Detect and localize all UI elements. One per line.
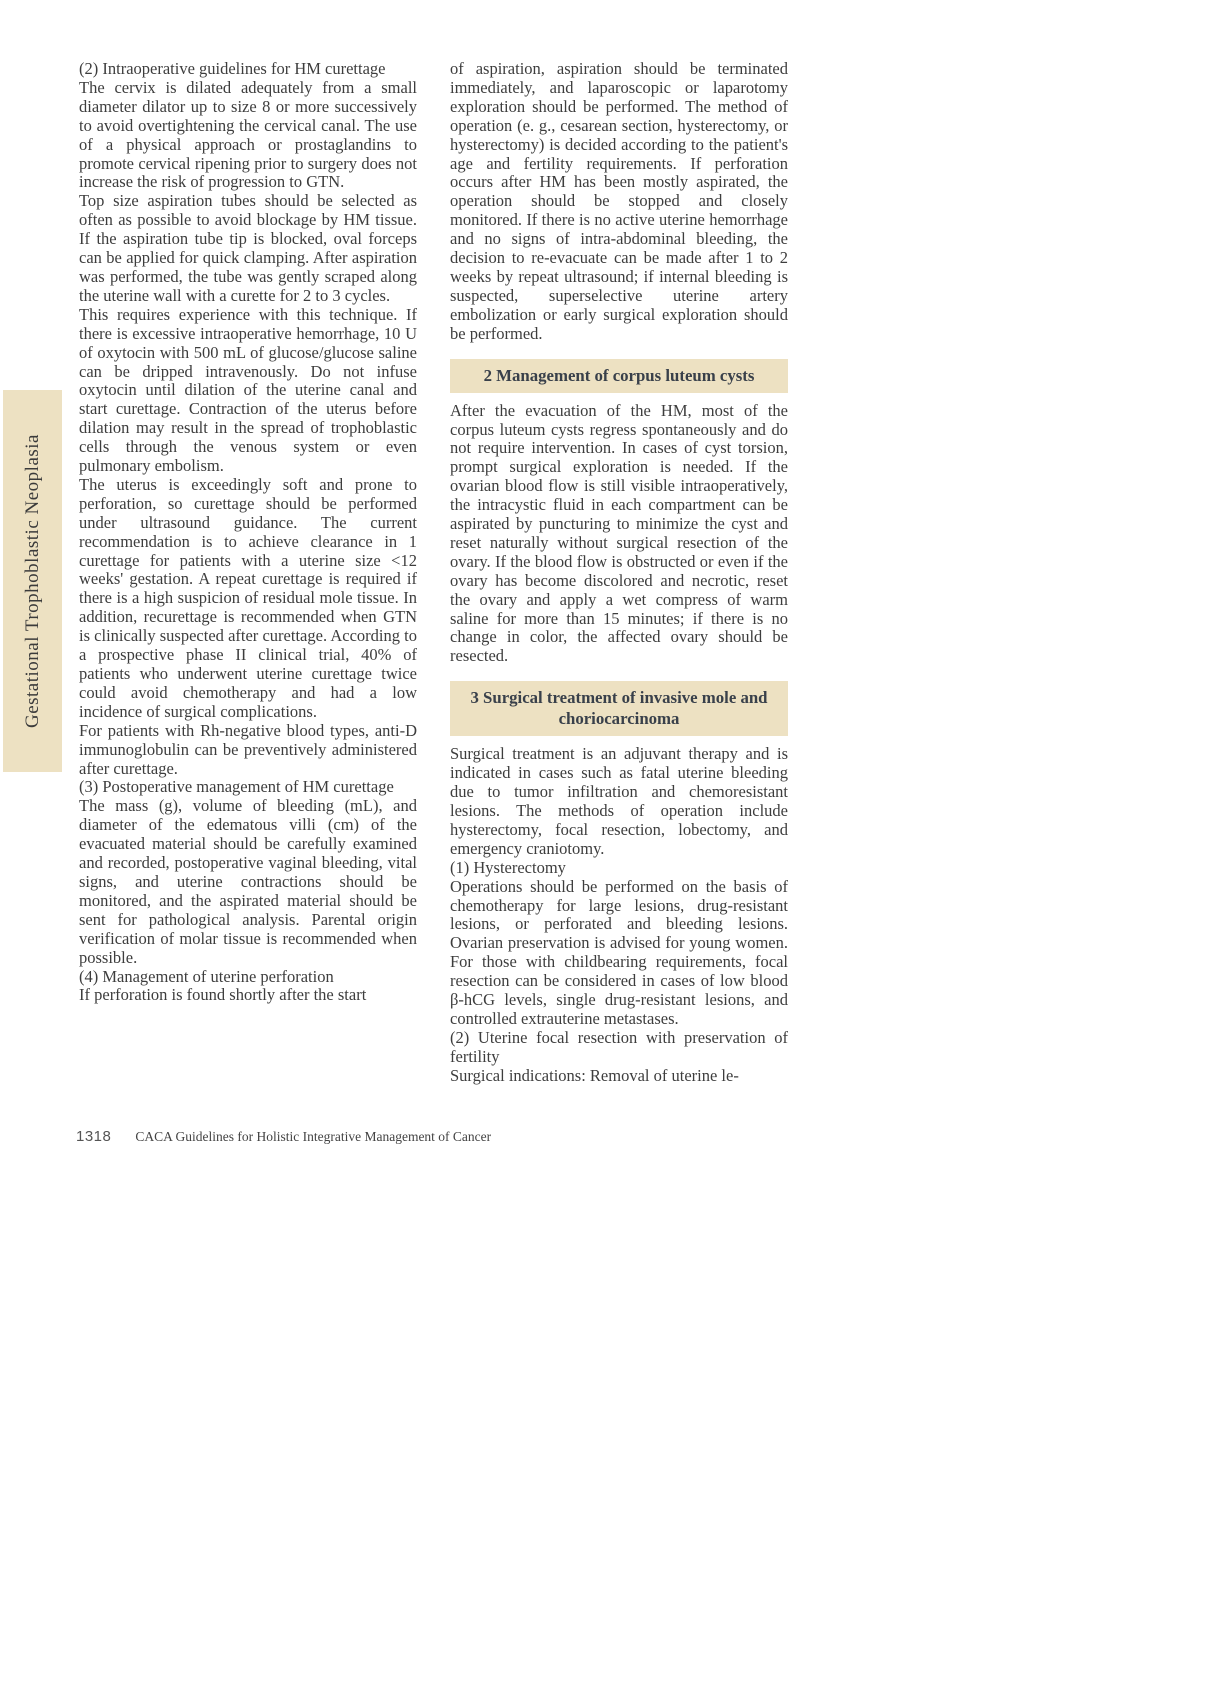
paragraph: The uterus is exceedingly soft and prone to perforation, so curettage should be performed under ultrasound guidance. The current recommendation is to achieve clearance in 1 curettage for patients with a uterine size <12 weeks' gestation. A repeat curettage is required if there is a high suspicion of residual mole tissue. In addition, recurettage is recommended when GTN is clinically suspected after curettage. According to a prospective phase II clinical trial, 40% of patients who underwent uterine curettage twice could avoid chemotherapy and had a low incidence of surgical complications. <box>79 474 417 721</box>
section-heading: 3 Surgical treatment of invasive mole and choriocarcinoma <box>450 681 788 736</box>
paragraph: For patients with Rh-negative blood types, anti-D immunoglobulin can be preventively administered after curettage. <box>79 720 417 778</box>
page-footer <box>76 1128 491 1145</box>
page-number: 1318 <box>76 1128 112 1145</box>
chapter-sidebar-tab <box>3 390 62 772</box>
page-content <box>79 60 789 1086</box>
text-column-right <box>450 60 788 1086</box>
paragraph: After the evacuation of the HM, most of the corpus luteum cysts regress spontaneously and do not require intervention. In cases of cyst torsion, prompt surgical exploration is needed. If the ovarian blood flow is still visible intraoperatively, the intracystic fluid in each compartment can be aspirated by puncturing to minimize the cyst and reset naturally without surgical resection of the ovary. If the blood flow is obstructed or even if the ovary has become discolored and necrotic, reset the ovary and apply a wet compress of warm saline for more than 15 minutes; if there is no change in color, the affected ovary should be resected. <box>450 400 788 666</box>
paragraph: (3) Postoperative management of HM curettage <box>79 777 394 797</box>
paragraph: If perforation is found shortly after the start <box>79 985 367 1005</box>
paragraph: Top size aspiration tubes should be selected as often as possible to avoid blockage by HM tissue. If the aspiration tube tip is blocked, oval forceps can be applied for quick clamping. After aspiration was performed, the tube was gently scraped along the uterine wall with a curette for 2 to 3 cycles. <box>79 191 417 305</box>
paragraph: This requires experience with this technique. If there is excessive intraoperative hemorrhage, 10 U of oxytocin with 500 mL of glucose/glucose saline can be dripped intravenously. Do not infuse oxytocin until dilation of the uterine canal and start curettage. Contraction of the uterus before dilation may result in the spread of trophoblastic cells through the venous system or even pulmonary embolism. <box>79 304 417 476</box>
paragraph: (2) Intraoperative guidelines for HM curettage <box>79 59 386 78</box>
paragraph: (4) Management of uterine perforation <box>79 966 334 986</box>
paragraph: (2) Uterine focal resection with preservation of fertility <box>450 1027 788 1066</box>
text-column-left <box>79 60 417 1086</box>
paragraph: Operations should be performed on the basis of chemotherapy for large lesions, drug-resistant lesions, or perforated and bleeding lesions. Ovarian preservation is advised for young women. For those with childbearing requirements, focal resection can be considered in cases of low blood β-hCG levels, single drug-resistant lesions, and controlled extrauterine metastases. <box>450 876 788 1028</box>
chapter-title-vertical: Gestational Trophoblastic Neoplasia <box>21 433 43 729</box>
footer-journal-title: CACA Guidelines for Holistic Integrative Management of Cancer <box>135 1129 492 1144</box>
paragraph: Surgical indications: Removal of uterine le- <box>450 1065 739 1085</box>
paragraph: The mass (g), volume of bleeding (mL), and diameter of the edematous villi (cm) of the evacuated material should be carefully examined and recorded, postoperative vaginal bleeding, vital signs, and uterine contractions should be monitored, and the aspirated material should be sent for pathological analysis. Parental origin verification of molar tissue is recommended when possible. <box>79 796 417 967</box>
paragraph: Surgical treatment is an adjuvant therapy and is indicated in cases such as fatal uterine bleeding due to tumor infiltration and chemoresistant lesions. The methods of operation include hysterectomy, focal resection, lobectomy, and emergency craniotomy. <box>450 744 788 858</box>
paragraph: of aspiration, aspiration should be terminated immediately, and laparoscopic or laparotomy exploration should be performed. The method of operation (e. g., cesarean section, hysterectomy, or hysterectomy) is decided according to the patient's age and fertility requirements. If perforation occurs after HM has been mostly aspirated, the operation should be stopped and closely monitored. If there is no active uterine hemorrhage and no signs of intra-abdominal bleeding, the decision to re-evacuate can be made after 1 to 2 weeks by repeat ultrasound; if internal bleeding is suspected, superselective uterine artery embolization or early surgical exploration should be performed. <box>450 59 788 343</box>
section-heading: 2 Management of corpus luteum cysts <box>450 359 788 393</box>
paragraph: The cervix is dilated adequately from a small diameter dilator up to size 8 or more successively to avoid overtightening the cervical canal. The use of a physical approach or prostaglandins to promote cervical ripening prior to surgery does not increase the risk of progression to GTN. <box>79 77 417 192</box>
paragraph: (1) Hysterectomy <box>450 857 566 877</box>
